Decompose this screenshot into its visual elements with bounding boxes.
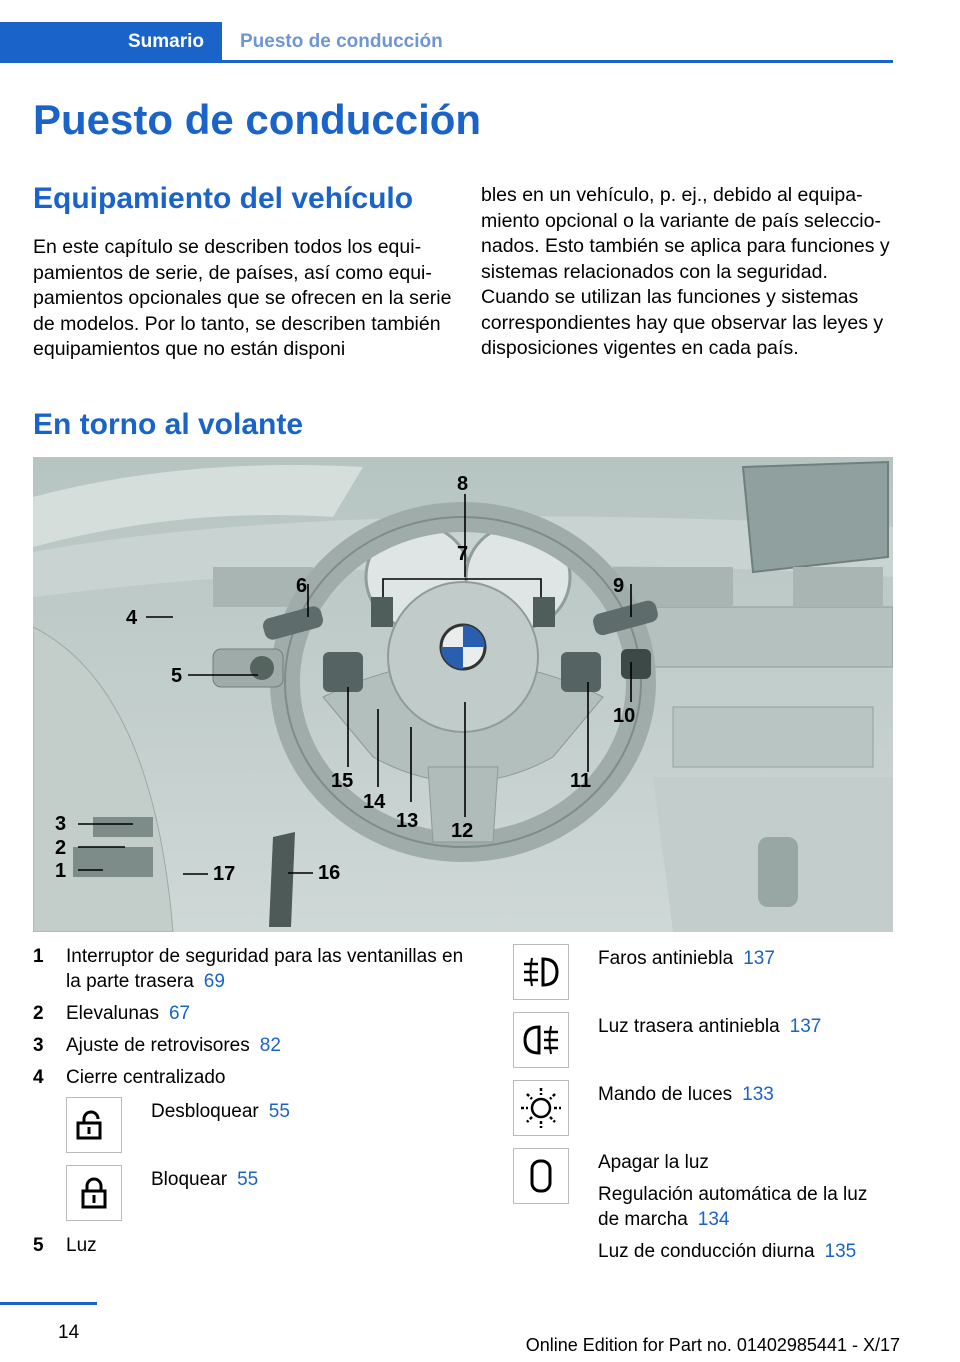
top-navigation — [0, 22, 893, 62]
page-link[interactable]: 134 — [697, 1209, 730, 1230]
legend-item-5: 5 Luz — [33, 1235, 97, 1256]
page-link[interactable]: 55 — [268, 1101, 290, 1122]
callout-13: 13 — [396, 810, 419, 832]
callout-17: 17 — [213, 863, 236, 885]
edition-note: Online Edition for Part no. 01402985441 - X/17 — [525, 1335, 900, 1355]
tab-current-section[interactable]: Puesto de conducción — [240, 31, 443, 52]
callout-8: 8 — [457, 473, 469, 495]
light-item-zero: Apagar la luz Regulación automática de la luz de marcha 134 Luz de conducción diurna 135 — [513, 1148, 893, 1271]
page-number: 14 — [58, 1322, 80, 1343]
section-heading-equipment: Equipamiento del vehículo — [33, 182, 414, 215]
paragraph-col2: bles en un vehículo, p. ej., debido al equipamiento opcional o la variante de país seleccionados. Esto también se aplica para funciones y sistemas relacionados con la seguridad. Cuando se utilizan las funciones y sistemas correspondientes hay que observar las leyes y disposiciones vigentes en cada país. — [481, 184, 890, 359]
page-link[interactable]: 82 — [259, 1035, 281, 1056]
callout-11: 11 — [570, 770, 592, 792]
legend-item-2: 2 Elevalunas 67 — [33, 1003, 191, 1024]
callout-12: 12 — [451, 820, 474, 842]
rear-fog-light-icon — [513, 1012, 569, 1068]
page-link[interactable]: 133 — [742, 1084, 774, 1105]
legend-item-4: 4 Cierre centralizado — [33, 1067, 226, 1088]
callout-1: 1 — [55, 860, 67, 882]
light-item-front-fog: Faros antiniebla 137 — [513, 944, 893, 1012]
page-link[interactable]: 135 — [824, 1241, 857, 1262]
callout-9: 9 — [613, 575, 625, 597]
callout-2: 2 — [55, 837, 67, 859]
zero-position-icon — [513, 1148, 569, 1204]
legend-left — [33, 944, 473, 1265]
callout-15: 15 — [331, 770, 354, 792]
callout-3: 3 — [55, 813, 67, 835]
front-fog-light-icon — [513, 944, 569, 1000]
callout-6: 6 — [296, 575, 308, 597]
paragraph-col1: En este capítulo se describen todos los equipamientos de serie, de países, así como equipamientos opcionales que se ofrecen en la serie de modelos. Por lo tanto, se describen también equipamientos que no están disponi — [33, 236, 452, 360]
page-link[interactable]: 137 — [789, 1016, 822, 1037]
page-link[interactable]: 69 — [203, 971, 225, 992]
page-link[interactable]: 55 — [237, 1169, 259, 1190]
callout-4: 4 — [126, 607, 138, 629]
footer-rule — [0, 1302, 97, 1305]
lock-item-unlock: Desbloquear 55 — [66, 1097, 473, 1165]
page-title: Puesto de conducción — [33, 96, 482, 143]
callout-7: 7 — [457, 543, 469, 565]
callout-14: 14 — [363, 791, 386, 813]
light-item-rear-fog: Luz trasera antiniebla 137 — [513, 1012, 893, 1080]
page-link[interactable]: 67 — [168, 1003, 191, 1024]
section-heading-steering: En torno al volante — [33, 408, 304, 441]
lock-item-lock: Bloquear 55 — [66, 1165, 473, 1233]
unlock-icon — [66, 1097, 122, 1153]
lock-icon — [66, 1165, 122, 1221]
header-rule — [0, 60, 893, 63]
callout-10: 10 — [613, 705, 636, 727]
legend-right — [513, 944, 893, 1271]
light-item-switch: Mando de luces 133 — [513, 1080, 893, 1148]
light-switch-icon — [513, 1080, 569, 1136]
cockpit-illustration — [33, 457, 893, 932]
tab-sumario[interactable]: Sumario — [0, 22, 222, 60]
page-link[interactable]: 137 — [743, 948, 775, 969]
legend-item-1: 1 Interruptor de seguridad para las ventanillas en la parte trasera 69 — [33, 946, 464, 992]
legend-item-3: 3 Ajuste de retrovisores 82 — [33, 1035, 281, 1056]
callout-16: 16 — [318, 862, 341, 884]
callout-5: 5 — [171, 665, 183, 687]
